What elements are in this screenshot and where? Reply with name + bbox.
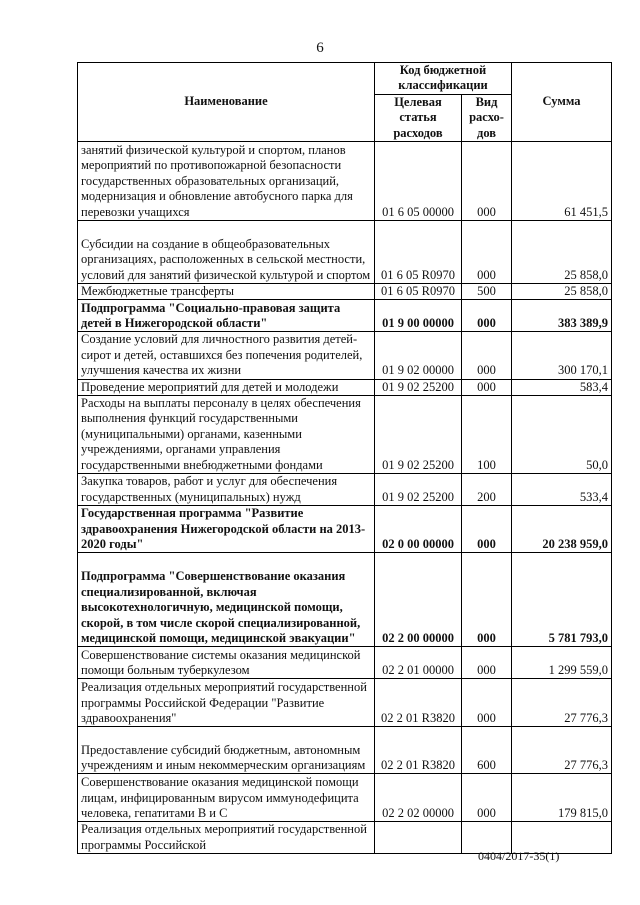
row-target-article: 02 2 01 00000: [375, 647, 462, 679]
row-sum: 25 858,0: [512, 221, 612, 284]
header-sum: Сумма: [512, 63, 612, 142]
row-target-article: 02 0 00 00000: [375, 506, 462, 553]
page-number: 6: [316, 40, 324, 56]
row-sum: 25 858,0: [512, 284, 612, 300]
row-expense-type: 500: [462, 284, 512, 300]
row-sum: 1 299 559,0: [512, 647, 612, 679]
row-target-article: 02 2 00 00000: [375, 553, 462, 647]
header-expense-type: Вид расхо-дов: [462, 94, 512, 141]
row-name: Создание условий для личностного развития детей-сирот и детей, оставшихся без попечения родителей, улучшения качества их жизни: [78, 332, 375, 379]
row-expense-type: 000: [462, 142, 512, 221]
row-name: занятий физической культурой и спортом, планов мероприятий по противопожарной безопасности государственных образовательных организаций, модернизация и обновление автобусного парка для перевозки учащихся: [78, 142, 375, 221]
row-sum: 179 815,0: [512, 774, 612, 822]
row-target-article: 01 9 02 25200: [375, 474, 462, 506]
row-sum: 5 781 793,0: [512, 553, 612, 647]
table-body: [78, 142, 612, 854]
row-sum: 583,4: [512, 379, 612, 395]
table-row: [78, 474, 612, 506]
row-sum: 20 238 959,0: [512, 506, 612, 553]
table-row: [78, 142, 612, 221]
row-target-article: 01 9 02 25200: [375, 379, 462, 395]
table-header: [78, 63, 612, 142]
row-target-article: 01 6 05 R0970: [375, 284, 462, 300]
row-expense-type: 000: [462, 679, 512, 727]
row-target-article: 01 9 02 00000: [375, 332, 462, 379]
table-row: [78, 727, 612, 774]
row-sum: 533,4: [512, 474, 612, 506]
table-row: [78, 221, 612, 284]
row-expense-type: 000: [462, 332, 512, 379]
row-target-article: 01 9 00 00000: [375, 300, 462, 332]
table-row: [78, 506, 612, 553]
row-name: Субсидии на создание в общеобразовательных организациях, расположенных в сельской местности, условий для занятий физической культурой и спортом: [78, 221, 375, 284]
header-name: Наименование: [78, 63, 375, 142]
table-row: [78, 379, 612, 395]
row-target-article: [375, 822, 462, 854]
row-name: Совершенствование оказания медицинской помощи лицам, инфицированным вирусом иммунодефицита человека, гепатитами В и С: [78, 774, 375, 822]
table-row: [78, 284, 612, 300]
row-sum: 383 389,9: [512, 300, 612, 332]
row-expense-type: 200: [462, 474, 512, 506]
row-expense-type: 600: [462, 727, 512, 774]
table-row: [78, 553, 612, 647]
table-row: [78, 647, 612, 679]
row-target-article: 02 2 01 R3820: [375, 679, 462, 727]
row-name: Реализация отдельных мероприятий государственной программы Российской Федерации "Развитие здравоохранения": [78, 679, 375, 727]
row-target-article: 01 6 05 R0970: [375, 221, 462, 284]
row-expense-type: 000: [462, 506, 512, 553]
row-expense-type: 000: [462, 379, 512, 395]
row-target-article: 02 2 01 R3820: [375, 727, 462, 774]
row-expense-type: 000: [462, 300, 512, 332]
row-target-article: 01 6 05 00000: [375, 142, 462, 221]
row-sum: 27 776,3: [512, 727, 612, 774]
row-expense-type: 000: [462, 553, 512, 647]
row-name: Совершенствование системы оказания медицинской помощи больным туберкулезом: [78, 647, 375, 679]
row-name: Предоставление субсидий бюджетным, автономным учреждениям и иным некоммерческим организациям: [78, 727, 375, 774]
budget-table: [77, 62, 612, 854]
row-name: Межбюджетные трансферты: [78, 284, 375, 300]
row-name: Расходы на выплаты персоналу в целях обеспечения выполнения функций государственными (муниципальными) органами, казенными учреждениями, органами управления государственными внебюджетными фондами: [78, 396, 375, 474]
row-name: Закупка товаров, работ и услуг для обеспечения государственных (муниципальных) нужд: [78, 474, 375, 506]
table-row: [78, 774, 612, 822]
table-row: [78, 679, 612, 727]
row-sum: 50,0: [512, 396, 612, 474]
row-sum: 300 170,1: [512, 332, 612, 379]
row-sum: 27 776,3: [512, 679, 612, 727]
document-code: 0404/2017-35(1): [478, 849, 560, 863]
row-target-article: 01 9 02 25200: [375, 396, 462, 474]
table-row: [78, 332, 612, 379]
row-name: Подпрограмма "Социально-правовая защита детей в Нижегородской области": [78, 300, 375, 332]
row-expense-type: 000: [462, 647, 512, 679]
row-sum: 61 451,5: [512, 142, 612, 221]
row-name: Государственная программа "Развитие здравоохранения Нижегородской области на 2013-2020 годы": [78, 506, 375, 553]
header-target-article: Целевая статья расходов: [375, 94, 462, 141]
row-expense-type: 100: [462, 396, 512, 474]
header-classification: Код бюджетной классификации: [375, 63, 512, 95]
row-expense-type: 000: [462, 221, 512, 284]
row-name: Подпрограмма "Совершенствование оказания специализированной, включая высокотехнологичную, медицинской помощи, скорой, в том числе скорой специализированной, медицинской помощи, медицинской эвакуации": [78, 553, 375, 647]
row-name: Реализация отдельных мероприятий государственной программы Российской: [78, 822, 375, 854]
table-row: [78, 396, 612, 474]
row-expense-type: 000: [462, 774, 512, 822]
row-name: Проведение мероприятий для детей и молодежи: [78, 379, 375, 395]
table-row: [78, 300, 612, 332]
row-target-article: 02 2 02 00000: [375, 774, 462, 822]
